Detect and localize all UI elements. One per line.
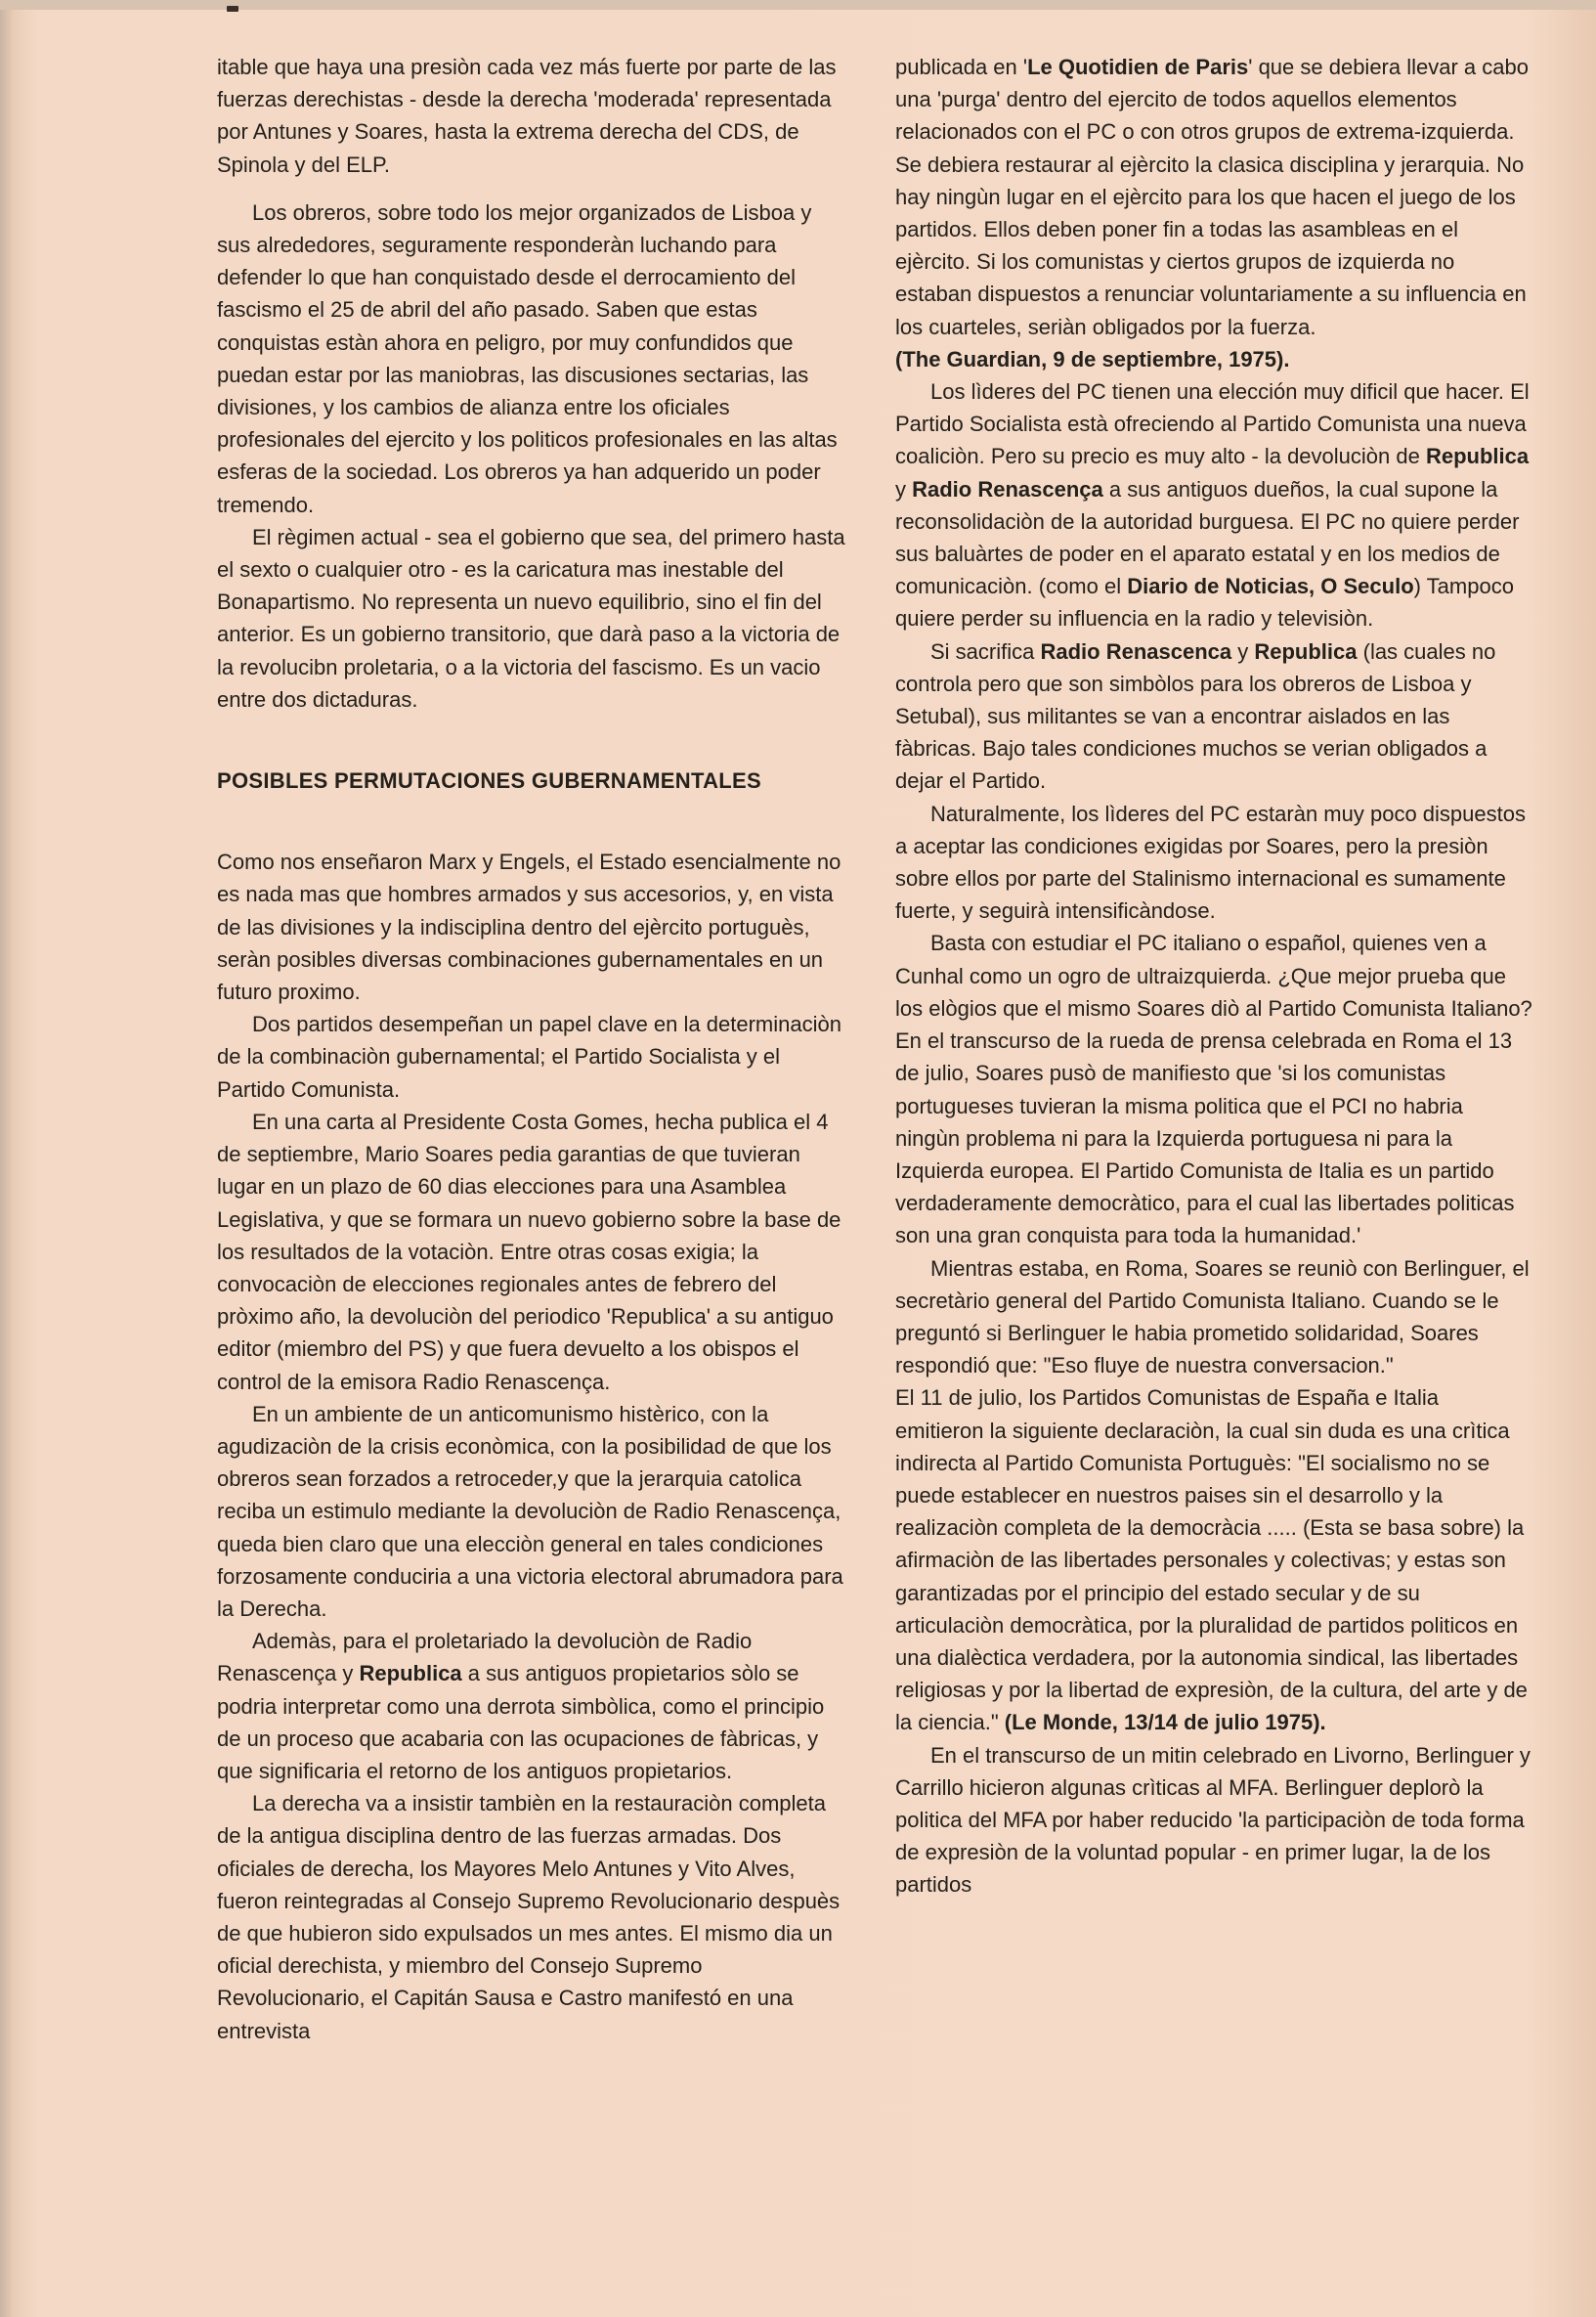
right-column [895,51,1532,1902]
text-run: publicada en ' [895,55,1028,79]
text-run: ) Tampoco quiere perder su influencia en la radio y televisiòn. [895,574,1514,632]
paragraph: La derecha va a insistir tambièn en la restauraciòn completa de la antigua disciplina dentro de las fuerzas armadas. Dos oficiales de derecha, los Mayores Melo Antunes y Vito Alves, fueron reintegradas al Consejo Supremo Revolucionario despuès de que hubieron sido expulsados un mes antes. El mismo dia un oficial derechista, y miembro del Consejo Supremo Revolucionario, el Capitán Sausa e Castro manifestó en una entrevista [217,1791,841,2043]
paragraph: En un ambiente de un anticomunismo histèrico, con la agudizaciòn de la crisis econòmica, con la posibilidad de que los obreros sean forzados a retroceder,y que la jerarquia catolica reciba un estimulo mediante la devoluciòn de Radio Renascença, queda bien claro que una elecciòn general en tales condiciones forzosamente conduciria a una victoria electoral abrumadora para la Derecha. [217,1401,843,1621]
paragraph: En una carta al Presidente Costa Gomes, hecha publica el 4 de septiembre, Mario Soares pedia garantias de que tuvieran lugar en un plazo de 60 dias elecciones para una Asamblea Legislativa, y que se formara un nuevo gobierno sobre la base de los resultados de la votaciòn. Entre otras cosas exigia; la convocaciòn de elecciones regionales antes de febrero del pròximo año, la devoluciòn del periodico 'Republica' a su antiguo editor (miembro del PS) y que fuera devuelto a los obispos el control de la emisora Radio Renascença. [217,1109,841,1394]
publication-name: Republica [1254,638,1358,664]
page-number-mark [227,6,238,12]
paragraph: Basta con estudiar el PC italiano o español, quienes ven a Cunhal como un ogro de ultraizquierda. ¿Que mejor prueba que los elògios que el mismo Soares diò al Partido Comunista Italiano? En el transcurso de la rueda de prensa celebrada en Roma el 13 de julio, Soares pusò de manifiesto que 'si los comunistas portugueses tuvieran la misma politica que el PCI no habria ningùn problema ni para la Izquierda portuguesa ni para la Izquierda europea. El Partido Comunista de Italia es un partido verdaderamente democràtico, para el cual las libertades politicas son una gran conquista para toda la humanidad.' [895,931,1532,1248]
paragraph: En el transcurso de un mitin celebrado en Livorno, Berlinguer y Carrillo hicieron algunas crìticas al MFA. Berlinguer deplorò la politica del MFA por haber reducido 'la participaciòn de toda forma de expresiòn de la voluntad popular - en primer lugar, la de los partidos [895,1742,1531,1898]
paragraph: El règimen actual - sea el gobierno que sea, del primero hasta el sexto o cualquier otro - es la caricatura mas inestable del Bonapartismo. No representa un nuevo equilibrio, sino el fin del anterior. Es un gobierno transitorio, que darà paso a la victoria de la revolucibn proletaria, o a la victoria del fascismo. Es un vacio entre dos dictaduras. [217,524,845,712]
text-run: a sus antiguos propietarios sòlo se podria interpretar como una derrota simbòlica, como el principio de un proceso que acabaria con las ocupaciones de fàbricas, y que significaria el retorno de los antiguos propietarios. [217,1661,825,1783]
text-run: y [895,476,913,502]
paragraph [217,1625,850,1787]
left-column [217,51,850,2047]
text-run: y [1231,638,1255,664]
section-heading: POSIBLES PERMUTACIONES GUBERNAMENTALES [217,768,761,794]
publication-name: Le Quotidien de Paris [1027,55,1249,79]
paragraph [895,375,1532,635]
paragraph: itable que haya una presiòn cada vez más fuerte por parte de las fuerzas derechistas - desde la derecha 'moderada' representada por Antunes y Soares, hasta la extrema derecha del CDS, de Spinola y del ELP. [217,55,837,177]
text-run: Los lìderes del PC tienen una elección muy dificil que hacer. El Partido Socialista està ofreciendo al Partido Comunista una nueva coaliciòn. Pero su precio es muy alto - la devoluciòn de [895,379,1530,469]
publication-name: Radio Renascenca [1040,638,1232,664]
text-run: Si sacrifica [930,638,1041,664]
top-edge [0,0,1596,10]
paragraph [895,1381,1532,1738]
citation: (The Guardian, 9 de septiembre, 1975). [895,346,1290,372]
paragraph: Mientras estaba, en Roma, Soares se reuniò con Berlinguer, el secretàrio general del Partido Comunista Italiano. Cuando se le preguntó si Berlinguer le habia prometido solidaridad, Soares respondió que: "Eso fluye de nuestra conversacion." [895,1255,1530,1378]
text-run: a sus antiguos dueños, la cual supone la reconsolidaciòn de la autoridad burguesa. El PC no quiere perder sus baluàrtes de poder en el aparato estatal y en los medios de comunicaciòn. (como el [895,476,1520,599]
paragraph: Los obreros, sobre todo los mejor organizados de Lisboa y sus alrededores, seguramente responderàn luchando para defender lo que han conquistado desde el derrocamiento del fascismo el 25 de abril del año pasado. Saben que estas conquistas estàn ahora en peligro, por muy confundidos que puedan estar por las maniobras, las discusiones sectarias, las divisiones, y los cambios de alianza entre los oficiales profesionales del ejercito y los politicos profesionales en las altas esferas de la sociedad. Los obreros ya han adquerido un poder tremendo. [217,199,838,517]
paragraph: Dos partidos desempeñan un papel clave en la determinaciòn de la combinaciòn gubernamental; el Partido Socialista y el Partido Comunista. [217,1012,841,1102]
text-run: (las cuales no controla pero que son simbòlos para los obreros de Lisboa y Setubal), sus militantes se van a encontrar aislados en las fàbricas. Bajo tales condiciones muchos se verian obligados a dejar el Partido. [895,638,1496,794]
publication-name: Republica [359,1661,462,1686]
text-run: ' que se debiera llevar a cabo una 'purga' dentro del ejercito de todos aquellos elementos relacionados con el PC o con otros grupos de extrema-izquierda. Se debiera restaurar al ejèrcito la clasica disciplina y jerarquia. No hay ningùn lugar en el ejèrcito para los que hacen el juego de los partidos. Ellos deben poner fin a todas las asambleas en el ejèrcito. Si los comunistas y ciertos grupos de izquierda no estaban dispuestos a renunciar voluntariamente a su influencia en los cuarteles, seriàn obligados por la fuerza. [895,55,1529,339]
paragraph [895,635,1532,798]
paragraph: Naturalmente, los lìderes del PC estaràn muy poco dispuestos a aceptar las condiciones exigidas por Soares, pero la presiòn sobre ellos por parte del Stalinismo internacional es sumamente fuerte, y seguirà intensificàndose. [895,801,1526,924]
paragraph [895,51,1532,375]
citation: (Le Monde, [1004,1710,1118,1735]
publication-name: Radio Renascença [912,476,1103,502]
publication-name: Diario de Noticias, O Seculo [1127,574,1414,599]
text-run: El 11 de julio, los Partidos Comunistas de España e Italia emitieron la siguiente declaraciòn, la cual sin duda es una crìtica indirecta al Partido Comunista Portuguès: "El socialismo no se puede establecer en nuestros paises sin el desarrollo y la realizaciòn completa de la democràcia ..... (Esta se basa sobre) la afirmaciòn de las libertades personales y colectivas; y estas son garantizadas por el principio del estado secular y de su articulaciòn democràtica, por la pluralidad de partidos politicos en una dialèctica verdadera, por la autonomia sindical, las libertades religiosas y por la libertad de expresiòn, de la cultura, del arte y de la ciencia." [895,1385,1528,1735]
text-run: Ademàs, para el proletariado la devoluciòn de Radio Renascença y [217,1629,753,1686]
citation-date: 13/14 de julio 1975). [1117,1710,1326,1735]
paragraph: Como nos enseñaron Marx y Engels, el Estado esencialmente no es nada mas que hombres armados y sus accesorios, y, en vista de las divisiones y la indisciplina dentro del ejèrcito portuguès, seràn posibles diversas combinaciones gubernamentales en un futuro proximo. [217,850,841,1005]
publication-name: Republica [1425,444,1530,469]
